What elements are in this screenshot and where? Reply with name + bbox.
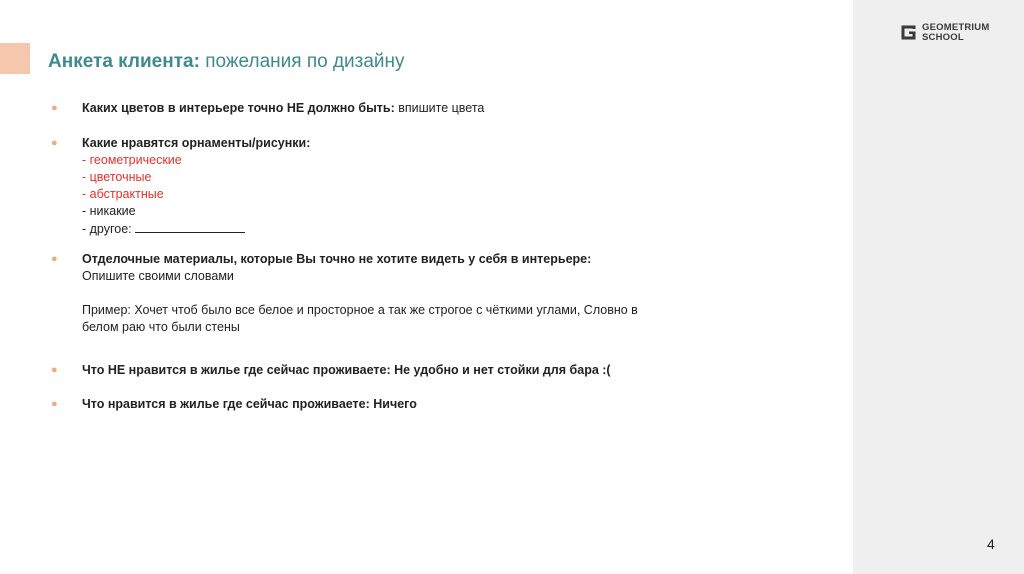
list-item-materials: [82, 251, 638, 336]
hint-materials: Опишите своими словами: [82, 269, 234, 283]
question-ornaments: Какие нравятся орнаменты/рисунки:: [82, 136, 311, 150]
bullet-icon: ●: [51, 102, 58, 114]
page-number: 4: [987, 536, 995, 552]
bullet-icon: ●: [51, 253, 58, 265]
list-item-like: Что нравится в жилье где сейчас проживаете: Ничего: [82, 397, 417, 411]
example-line-1: Пример: Хочет чтоб было все белое и просторное а так же строгое с чёткими углами, Словно в: [82, 303, 638, 317]
page-title-bold: Анкета клиента:: [48, 51, 200, 72]
geometrium-logo-icon: [900, 24, 917, 41]
list-item-dislike: Что НЕ нравится в жилье где сейчас проживаете: Не удобно и нет стойки для бара :(: [82, 363, 611, 377]
spacer: [82, 285, 638, 302]
example-line-2: белом раю что были стены: [82, 320, 240, 334]
bullet-icon: ●: [51, 364, 58, 376]
list-item-colors: [82, 100, 484, 117]
option-other: [82, 220, 310, 238]
logo-line-2: SCHOOL: [922, 31, 964, 43]
question-materials: Отделочные материалы, которые Вы точно не хотите видеть у себя в интерьере:: [82, 252, 592, 266]
option-floral: - цветочные: [82, 170, 152, 184]
option-abstract: - абстрактные: [82, 187, 164, 201]
logo-text: [922, 23, 989, 42]
logo-line-1: GEOMETRIUM: [922, 22, 990, 33]
geometrium-logo: [900, 23, 989, 42]
list-item-ornaments: [82, 135, 310, 238]
bullet-icon: ●: [51, 398, 58, 410]
question-colors: Каких цветов в интерьере точно НЕ должно быть:: [82, 101, 395, 115]
option-geometric: - геометрические: [82, 153, 182, 167]
side-panel: [853, 0, 1024, 574]
bullet-icon: ●: [51, 137, 58, 149]
option-none: - никакие: [82, 204, 136, 218]
other-blank-line: [135, 220, 245, 233]
page-title-rest: пожелания по дизайну: [199, 51, 405, 72]
answer-colors: впишите цвета: [394, 101, 485, 115]
option-other-label: - другое:: [82, 222, 136, 236]
